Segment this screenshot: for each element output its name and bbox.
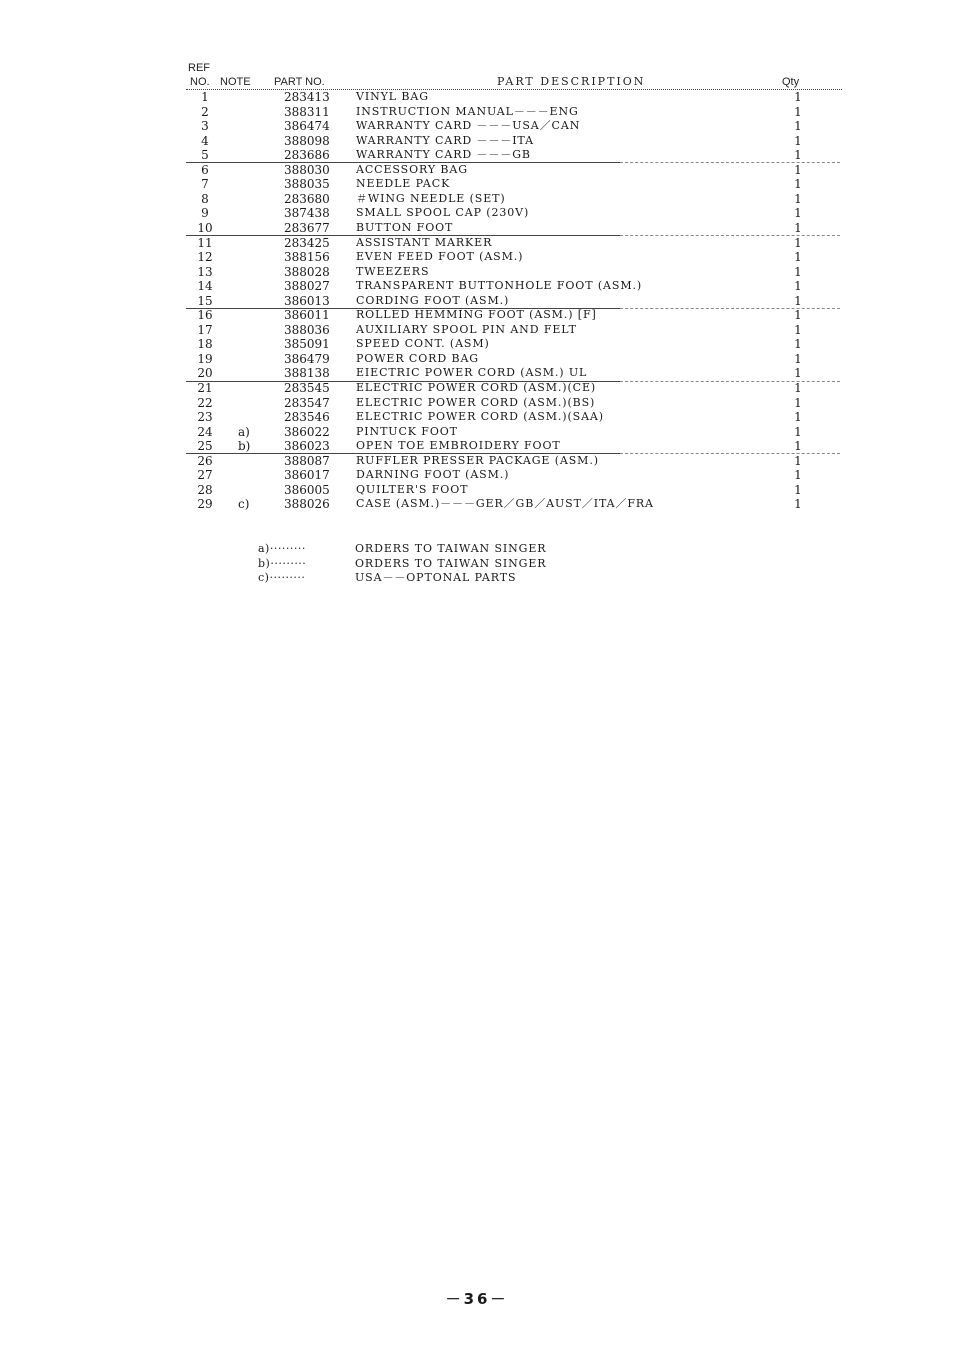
ref-no: 7 — [201, 177, 209, 192]
ref-no: 11 — [197, 235, 213, 250]
part-description: OPEN TOE EMBROIDERY FOOT — [356, 439, 561, 453]
part-description: SPEED CONT. (ASM) — [356, 337, 490, 351]
note: c) — [238, 497, 250, 512]
table-row — [186, 236, 842, 251]
part-no: 388035 — [284, 177, 330, 192]
part-no: 388036 — [284, 322, 330, 337]
qty: 1 — [794, 468, 802, 483]
part-description: VINYL BAG — [356, 90, 429, 103]
part-description: WARRANTY CARD －－－GB — [356, 148, 531, 162]
qty: 1 — [794, 177, 802, 192]
table-row — [186, 454, 842, 469]
part-description: RUFFLER PRESSER PACKAGE (ASM.) — [356, 453, 599, 467]
part-description: INSTRUCTION MANUAL－－－ENG — [356, 104, 579, 118]
part-no: 386005 — [284, 482, 330, 497]
table-row — [186, 119, 842, 134]
qty: 1 — [794, 322, 802, 337]
ref-no: 5 — [201, 148, 209, 163]
ref-no: 12 — [197, 250, 213, 265]
qty: 1 — [794, 482, 802, 497]
part-description: ELECTRIC POWER CORD (ASM.)(SAA) — [356, 410, 604, 424]
ref-no: 15 — [197, 293, 213, 308]
part-no: 283680 — [284, 191, 330, 206]
part-description: DARNING FOOT (ASM.) — [356, 468, 510, 482]
qty: 1 — [794, 453, 802, 468]
part-no: 388156 — [284, 250, 330, 265]
ref-no: 18 — [197, 337, 213, 352]
note-header: NOTE — [220, 76, 251, 88]
part-description-header: PART DESCRIPTION — [497, 75, 646, 88]
part-description: ROLLED HEMMING FOOT (ASM.) [F] — [356, 308, 597, 322]
table-row — [186, 308, 842, 323]
no-header: NO. — [190, 76, 210, 88]
part-description: PINTUCK FOOT — [356, 424, 458, 438]
table-row — [186, 134, 842, 149]
qty: 1 — [794, 337, 802, 352]
part-description: ACCESSORY BAG — [356, 162, 468, 176]
ref-no: 9 — [201, 206, 209, 221]
ref-no: 13 — [197, 264, 213, 279]
part-no: 283425 — [284, 235, 330, 250]
ref-no: 10 — [197, 220, 213, 235]
table-row — [186, 294, 842, 309]
part-description: AUXILIARY SPOOL PIN AND FELT — [356, 322, 577, 336]
part-no: 386011 — [284, 308, 330, 323]
part-no: 386479 — [284, 351, 330, 366]
part-no: 388098 — [284, 133, 330, 148]
qty: 1 — [794, 148, 802, 163]
part-description: ASSISTANT MARKER — [356, 235, 493, 249]
table-row — [186, 221, 842, 236]
ref-no: 26 — [197, 453, 213, 468]
qty: 1 — [794, 90, 802, 104]
table-row — [186, 396, 842, 411]
footnote-text: ORDERS TO TAIWAN SINGER — [355, 556, 547, 570]
part-description: WARRANTY CARD －－－USA／CAN — [356, 119, 581, 133]
part-description: SMALL SPOOL CAP (230V) — [356, 206, 530, 220]
ref-no: 17 — [197, 322, 213, 337]
ref-no: 24 — [197, 424, 213, 439]
ref-no: 21 — [197, 381, 213, 395]
part-no: 388026 — [284, 497, 330, 512]
footnote-text: USA－－OPTONAL PARTS — [355, 571, 517, 584]
part-no: 387438 — [284, 206, 330, 221]
table-row — [186, 425, 842, 440]
table-row — [186, 192, 842, 207]
table-row — [186, 468, 842, 483]
part-no: 386013 — [284, 293, 330, 308]
table-row — [186, 177, 842, 192]
ref-no: 2 — [201, 104, 209, 119]
note: a) — [238, 424, 250, 439]
qty: 1 — [794, 162, 802, 177]
part-no: 388311 — [284, 104, 330, 119]
qty: 1 — [794, 250, 802, 265]
ref-no: 25 — [197, 439, 213, 454]
table-row — [186, 105, 842, 120]
part-no: 283413 — [284, 90, 330, 104]
part-description: WARRANTY CARD －－－ITA — [356, 133, 534, 147]
part-no: 385091 — [284, 337, 330, 352]
part-description: CORDING FOOT (ASM.) — [356, 293, 510, 307]
qty: 1 — [794, 497, 802, 512]
part-description: NEEDLE PACK — [356, 177, 451, 191]
part-no: 386023 — [284, 439, 330, 454]
footnote-key: c)········· — [258, 571, 306, 584]
ref-no: 29 — [197, 497, 213, 512]
part-description: BUTTON FOOT — [356, 220, 454, 234]
part-no: 283547 — [284, 395, 330, 410]
table-row — [186, 497, 842, 512]
part-no: 283546 — [284, 410, 330, 425]
part-no: 386017 — [284, 468, 330, 483]
ref-no: 16 — [197, 308, 213, 323]
part-no: 388028 — [284, 264, 330, 279]
part-description: CASE (ASM.)－－－GER／GB／AUST／ITA／FRA — [356, 497, 654, 511]
ref-header: REF — [188, 62, 210, 74]
part-description: EIECTRIC POWER CORD (ASM.) UL — [356, 366, 588, 380]
qty: 1 — [794, 119, 802, 134]
table-row — [186, 163, 842, 178]
ref-no: 6 — [201, 162, 209, 177]
table-row — [186, 279, 842, 294]
ref-no: 22 — [197, 395, 213, 410]
part-no: 388030 — [284, 162, 330, 177]
ref-no: 27 — [197, 468, 213, 483]
page-number: －36－ — [445, 1290, 509, 1308]
ref-no: 3 — [201, 119, 209, 134]
qty: 1 — [794, 410, 802, 425]
qty-header: Qty — [782, 76, 800, 88]
table-row — [186, 148, 842, 163]
ref-no: 23 — [197, 410, 213, 425]
part-description: TWEEZERS — [356, 264, 430, 278]
part-no: 283686 — [284, 148, 330, 163]
qty: 1 — [794, 264, 802, 279]
qty: 1 — [794, 235, 802, 250]
part-description: ELECTRIC POWER CORD (ASM.)(BS) — [356, 395, 596, 409]
ref-no: 8 — [201, 191, 209, 206]
qty: 1 — [794, 206, 802, 221]
ref-no: 28 — [197, 482, 213, 497]
qty: 1 — [794, 191, 802, 206]
table-row — [186, 206, 842, 221]
part-no-header: PART NO. — [274, 76, 325, 88]
table-row — [186, 265, 842, 280]
table-row — [186, 366, 842, 381]
footnote-text: ORDERS TO TAIWAN SINGER — [355, 542, 547, 555]
part-description: QUILTER'S FOOT — [356, 482, 469, 496]
table-row — [186, 483, 842, 498]
qty: 1 — [794, 439, 802, 454]
part-description: ＃WING NEEDLE (SET) — [356, 191, 506, 205]
part-no: 386022 — [284, 424, 330, 439]
part-description: POWER CORD BAG — [356, 351, 479, 365]
qty: 1 — [794, 351, 802, 366]
part-no: 388027 — [284, 279, 330, 294]
part-no: 283677 — [284, 220, 330, 235]
part-description: ELECTRIC POWER CORD (ASM.)(CE) — [356, 381, 597, 394]
table-row — [186, 352, 842, 367]
part-no: 388087 — [284, 453, 330, 468]
part-no: 386474 — [284, 119, 330, 134]
table-row — [186, 337, 842, 352]
table-row — [186, 90, 842, 105]
note: b) — [238, 439, 251, 454]
qty: 1 — [794, 381, 802, 395]
ref-no: 4 — [201, 133, 209, 148]
ref-no: 19 — [197, 351, 213, 366]
part-no: 388138 — [284, 366, 330, 381]
qty: 1 — [794, 366, 802, 381]
table-row — [186, 250, 842, 265]
qty: 1 — [794, 279, 802, 294]
qty: 1 — [794, 395, 802, 410]
part-no: 283545 — [284, 381, 330, 395]
table-row — [186, 323, 842, 338]
footnote-key: a)········· — [258, 542, 306, 555]
part-description: EVEN FEED FOOT (ASM.) — [356, 250, 524, 264]
ref-no: 14 — [197, 279, 213, 294]
qty: 1 — [794, 424, 802, 439]
ref-no: 1 — [201, 90, 209, 104]
table-row — [186, 410, 842, 425]
qty: 1 — [794, 133, 802, 148]
footnote-key: b)········· — [258, 556, 307, 570]
table-row — [186, 439, 842, 454]
qty: 1 — [794, 308, 802, 323]
qty: 1 — [794, 293, 802, 308]
qty: 1 — [794, 104, 802, 119]
ref-no: 20 — [197, 366, 213, 381]
part-description: TRANSPARENT BUTTONHOLE FOOT (ASM.) — [356, 279, 643, 293]
table-row — [186, 381, 842, 396]
qty: 1 — [794, 220, 802, 235]
